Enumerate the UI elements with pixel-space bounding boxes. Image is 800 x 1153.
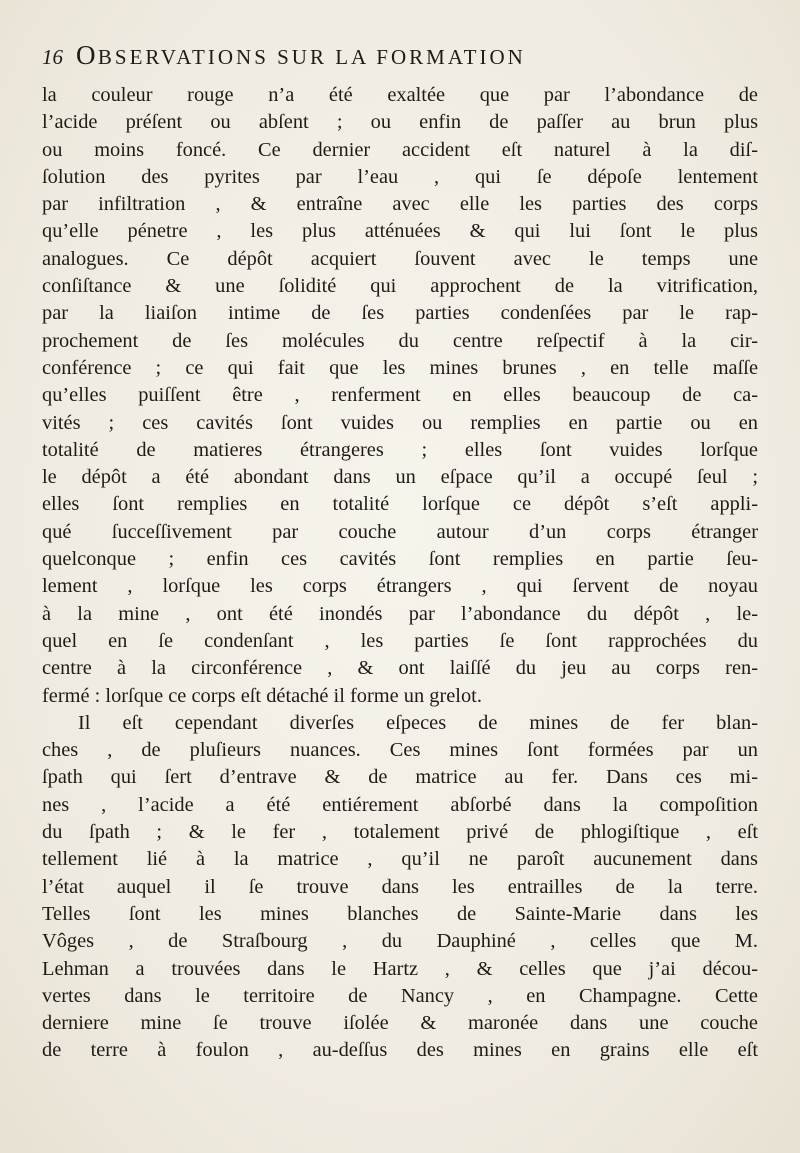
running-head-initial: O	[76, 40, 98, 70]
text-line: qué ſucceſſivement par couche autour d’un corps étranger	[42, 520, 758, 543]
page-header	[42, 40, 758, 80]
text-line: ou moins foncé. Ce dernier accident eſt naturel à la diſ-	[42, 138, 758, 161]
text-line: vertes dans le territoire de Nancy , en Champagne. Cette	[42, 984, 758, 1007]
text-line: le dépôt a été abondant dans un eſpace qu’il a occupé ſeul ;	[42, 466, 758, 489]
text-line: conférence ; ce qui fait que les mines brunes , en telle maſſe	[42, 356, 758, 379]
text-line: la couleur rouge n’a été exaltée que par l’abondance de	[42, 84, 758, 106]
text-line: ſolution des pyrites par l’eau , qui ſe dépoſe lentement	[42, 165, 758, 188]
text-line: ſpath qui ſert d’entrave & de matrice au fer. Dans ces mi-	[42, 766, 758, 789]
text-line: centre à la circonférence , & ont laiſſé du jeu au corps ren-	[42, 657, 758, 680]
text-line: tellement lié à la matrice , qu’il ne paroît aucunement dans	[42, 848, 758, 871]
text-line: de terre à foulon , au-deſſus des mines en grains elle eſt	[42, 1039, 758, 1062]
text-line: Il eſt cependant diverſes eſpeces de mines de fer blan-	[78, 711, 758, 734]
text-line: elles ſont remplies en totalité lorſque ce dépôt s’eſt appli-	[42, 493, 758, 516]
text-line: quelconque ; enfin ces cavités ſont remplies en partie ſeu-	[42, 548, 758, 571]
text-line: lement , lorſque les corps étrangers , qui ſervent de noyau	[42, 575, 758, 598]
text-line: Telles ſont les mines blanches de Sainte-Marie dans les	[42, 902, 758, 925]
text-line: par infiltration , & entraîne avec elle les parties des corps	[42, 193, 758, 216]
running-head	[76, 40, 526, 71]
text-line: ches , de pluſieurs nuances. Ces mines ſont formées par un	[42, 739, 758, 762]
text-line: quel en ſe condenſant , les parties ſe ſont rapprochées du	[42, 629, 758, 652]
text-line: du ſpath ; & le fer , totalement privé de phlogiſtique , eſt	[42, 821, 758, 844]
text-line: à la mine , ont été inondés par l’abondance du dépôt , le-	[42, 602, 758, 625]
body-text	[42, 82, 758, 1065]
text-line: totalité de matieres étrangeres ; elles ſont vuides lorſque	[42, 438, 758, 461]
text-line: par la liaiſon intime de ſes parties condenſées par le rap-	[42, 302, 758, 325]
running-head-rest: BSERVATIONS SUR LA FORMATION	[97, 45, 526, 69]
text-line: derniere mine ſe trouve iſolée & maronée dans une couche	[42, 1012, 758, 1035]
text-line: l’état auquel il ſe trouve dans les entrailles de la terre.	[42, 875, 758, 898]
text-line: prochement de ſes molécules du centre reſpectif à la cir-	[42, 329, 758, 352]
text-line: vités ; ces cavités ſont vuides ou remplies en partie ou en	[42, 411, 758, 434]
text-line: analogues. Ce dépôt acquiert ſouvent avec le temps une	[42, 247, 758, 270]
text-line: Lehman a trouvées dans le Hartz , & celles que j’ai décou-	[42, 957, 758, 980]
text-line: Vôges , de Straſbourg , du Dauphiné , celles que M.	[42, 930, 758, 953]
text-line: qu’elles puiſſent être , renferment en elles beaucoup de ca-	[42, 384, 758, 407]
text-line: nes , l’acide a été entiérement abſorbé dans la compoſition	[42, 793, 758, 816]
text-line: qu’elle pénetre , les plus atténuées & qui lui ſont le plus	[42, 220, 758, 243]
text-line: fermé : lorſque ce corps eſt détaché il forme un grelot.	[42, 684, 482, 707]
page-number: 16	[42, 45, 63, 69]
text-line: conſiſtance & une ſolidité qui approchent de la vitrification,	[42, 275, 758, 298]
text-line: l’acide préſent ou abſent ; ou enfin de paſſer au brun plus	[42, 111, 758, 134]
